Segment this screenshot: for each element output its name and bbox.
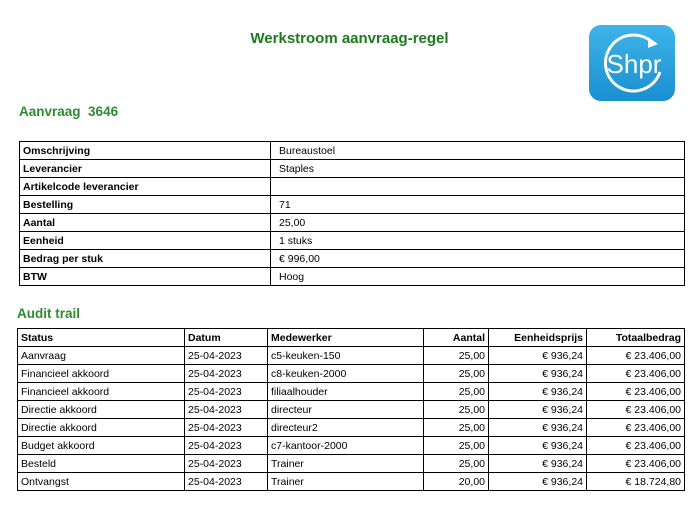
detail-row <box>20 214 685 232</box>
audit-cell-eenheidsprijs: € 936,24 <box>489 383 587 401</box>
audit-cell-medewerker: Trainer <box>268 455 424 473</box>
audit-cell-totaalbedrag: € 23.406,00 <box>587 419 685 437</box>
detail-label: Aantal <box>20 214 271 232</box>
audit-cell-status: Aanvraag <box>18 347 185 365</box>
audit-cell-medewerker: c7-kantoor-2000 <box>268 437 424 455</box>
detail-value: Bureaustoel <box>271 142 685 160</box>
logo-text: Shpr <box>606 49 662 79</box>
audit-cell-datum: 25-04-2023 <box>185 401 268 419</box>
shpr-logo <box>588 24 676 102</box>
detail-row <box>20 196 685 214</box>
audit-cell-totaalbedrag: € 18.724,80 <box>587 473 685 491</box>
detail-row <box>20 232 685 250</box>
audit-cell-datum: 25-04-2023 <box>185 455 268 473</box>
col-eenheidsprijs-header: Eenheidsprijs <box>489 329 587 347</box>
audit-cell-status: Directie akkoord <box>18 401 185 419</box>
audit-cell-status: Financieel akkoord <box>18 365 185 383</box>
audit-cell-aantal: 20,00 <box>424 473 489 491</box>
audit-cell-aantal: 25,00 <box>424 347 489 365</box>
detail-label: Bedrag per stuk <box>20 250 271 268</box>
audit-cell-eenheidsprijs: € 936,24 <box>489 347 587 365</box>
audit-cell-status: Financieel akkoord <box>18 383 185 401</box>
audit-row <box>18 473 685 491</box>
audit-row <box>18 365 685 383</box>
audit-cell-datum: 25-04-2023 <box>185 419 268 437</box>
audit-cell-eenheidsprijs: € 936,24 <box>489 455 587 473</box>
audit-trail-table <box>17 328 685 491</box>
audit-cell-totaalbedrag: € 23.406,00 <box>587 455 685 473</box>
audit-cell-medewerker: c5-keuken-150 <box>268 347 424 365</box>
audit-row <box>18 401 685 419</box>
detail-value: € 996,00 <box>271 250 685 268</box>
audit-cell-totaalbedrag: € 23.406,00 <box>587 347 685 365</box>
request-heading-label: Aanvraag <box>19 104 81 119</box>
detail-value: Staples <box>271 160 685 178</box>
audit-cell-datum: 25-04-2023 <box>185 365 268 383</box>
detail-row <box>20 250 685 268</box>
audit-cell-totaalbedrag: € 23.406,00 <box>587 401 685 419</box>
audit-cell-aantal: 25,00 <box>424 455 489 473</box>
audit-cell-medewerker: directeur <box>268 401 424 419</box>
detail-value: 25,00 <box>271 214 685 232</box>
audit-cell-aantal: 25,00 <box>424 401 489 419</box>
detail-label: Artikelcode leverancier <box>20 178 271 196</box>
audit-row <box>18 455 685 473</box>
detail-label: Omschrijving <box>20 142 271 160</box>
audit-cell-eenheidsprijs: € 936,24 <box>489 401 587 419</box>
audit-cell-aantal: 25,00 <box>424 383 489 401</box>
col-datum-header: Datum <box>185 329 268 347</box>
audit-cell-status: Directie akkoord <box>18 419 185 437</box>
audit-cell-medewerker: directeur2 <box>268 419 424 437</box>
audit-cell-aantal: 25,00 <box>424 365 489 383</box>
audit-header-row <box>18 329 685 347</box>
detail-value: 71 <box>271 196 685 214</box>
audit-cell-status: Ontvangst <box>18 473 185 491</box>
request-details-table <box>19 141 685 286</box>
detail-value: Hoog <box>271 268 685 286</box>
detail-row <box>20 160 685 178</box>
request-heading <box>19 104 118 119</box>
audit-row <box>18 383 685 401</box>
detail-value <box>271 178 685 196</box>
detail-value: 1 stuks <box>271 232 685 250</box>
audit-cell-eenheidsprijs: € 936,24 <box>489 419 587 437</box>
audit-cell-aantal: 25,00 <box>424 437 489 455</box>
audit-row <box>18 419 685 437</box>
audit-cell-datum: 25-04-2023 <box>185 437 268 455</box>
col-status-header: Status <box>18 329 185 347</box>
detail-label: Leverancier <box>20 160 271 178</box>
audit-cell-medewerker: c8-keuken-2000 <box>268 365 424 383</box>
detail-row <box>20 178 685 196</box>
audit-cell-eenheidsprijs: € 936,24 <box>489 473 587 491</box>
audit-cell-totaalbedrag: € 23.406,00 <box>587 365 685 383</box>
audit-cell-datum: 25-04-2023 <box>185 347 268 365</box>
audit-row <box>18 437 685 455</box>
col-totaalbedrag-header: Totaalbedrag <box>587 329 685 347</box>
audit-cell-medewerker: Trainer <box>268 473 424 491</box>
page-title: Werkstroom aanvraag-regel <box>250 30 449 47</box>
col-medewerker-header: Medewerker <box>268 329 424 347</box>
audit-cell-eenheidsprijs: € 936,24 <box>489 437 587 455</box>
audit-trail-heading: Audit trail <box>17 306 80 321</box>
detail-label: Eenheid <box>20 232 271 250</box>
detail-row <box>20 142 685 160</box>
audit-cell-datum: 25-04-2023 <box>185 383 268 401</box>
audit-cell-medewerker: filiaalhouder <box>268 383 424 401</box>
request-number: 3646 <box>88 104 119 119</box>
audit-cell-eenheidsprijs: € 936,24 <box>489 365 587 383</box>
detail-label: Bestelling <box>20 196 271 214</box>
audit-cell-status: Budget akkoord <box>18 437 185 455</box>
audit-cell-totaalbedrag: € 23.406,00 <box>587 383 685 401</box>
col-aantal-header: Aantal <box>424 329 489 347</box>
audit-row <box>18 347 685 365</box>
detail-row <box>20 268 685 286</box>
audit-cell-totaalbedrag: € 23.406,00 <box>587 437 685 455</box>
audit-cell-status: Besteld <box>18 455 185 473</box>
audit-cell-datum: 25-04-2023 <box>185 473 268 491</box>
detail-label: BTW <box>20 268 271 286</box>
audit-cell-aantal: 25,00 <box>424 419 489 437</box>
